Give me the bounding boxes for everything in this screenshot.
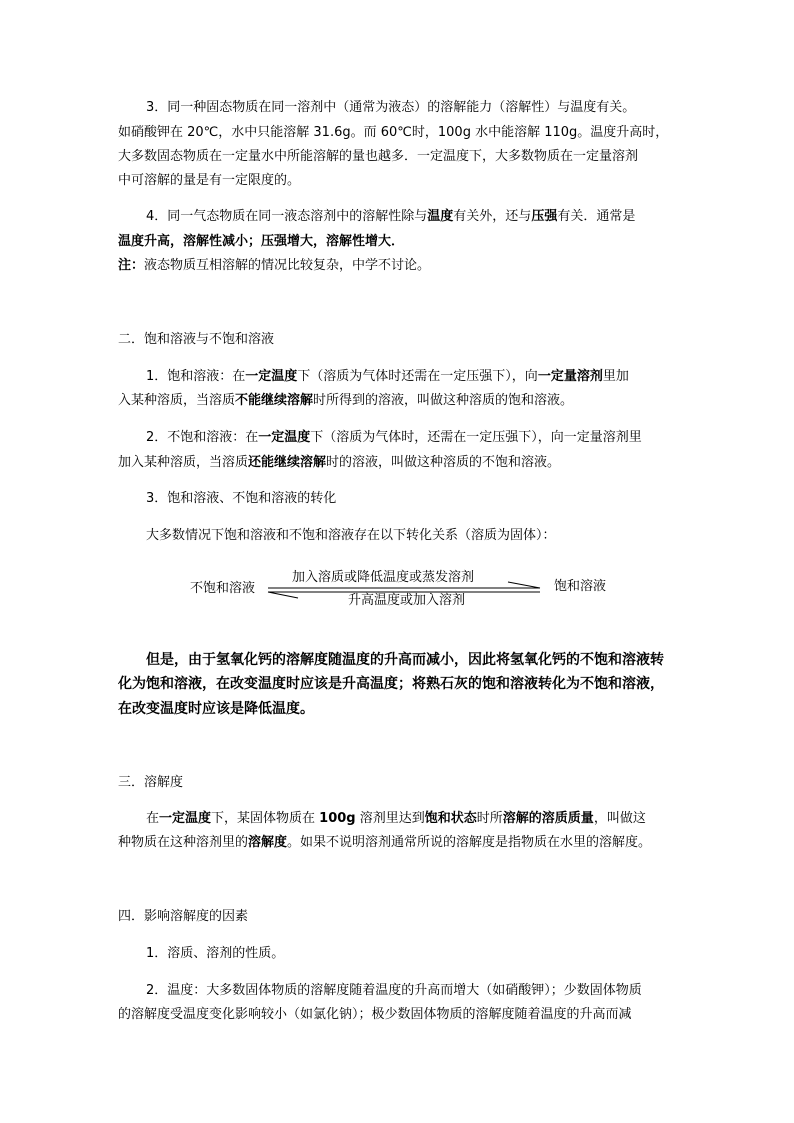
diagram-right-arrowhead (508, 582, 540, 588)
sec4-para-2-line-2: 的溶解度受温度变化影响较小（如氯化钠）；极少数固体物质的溶解度随着温度的升高而减 (118, 1007, 632, 1022)
para-3-line-4: 中可溶解的量是有一定限度的。 (118, 173, 301, 188)
section-4-title: 四．影响溶解度的因素 (118, 909, 249, 924)
sec3-line-1 (146, 810, 646, 828)
para-4-emph-pressure: 压强 (531, 209, 558, 224)
sec2-p1-text-a: 1．饱和溶液：在 (146, 369, 246, 384)
sec3-text-c: 下，某固体物质在 (211, 811, 320, 826)
note-text: 液态物质互相溶解的情况比较复杂，中学不讨论。 (144, 258, 431, 273)
sec3-emph-temp: 一定温度 (159, 811, 212, 826)
emph-line-1: 但是，由于氢氧化钙的溶解度随温度的升高而减小，因此将氢氧化钙的不饱和溶液转 (146, 652, 664, 668)
para-4-line-2: 温度升高，溶解性减小；压强增大，溶解性增大． (118, 234, 405, 249)
sec3-text-i: ，叫做这 (593, 811, 646, 826)
sec2-para-1-line-1 (146, 368, 629, 386)
diagram-right-label: 饱和溶液 (554, 579, 607, 594)
para-4-line-1 (146, 208, 635, 226)
diagram-bottom-label: 升高温度或加入溶剂 (348, 593, 466, 608)
sec3-text-e: 溶剂里达到 (355, 811, 425, 826)
sec2-p1-emph-cannot: 不能继续溶解 (235, 393, 314, 408)
diagram-left-label: 不饱和溶液 (190, 581, 256, 596)
sec2-p1-text-e: 里加 (602, 369, 629, 384)
sec4-para-1: 1．溶质、溶剂的性质。 (146, 946, 285, 961)
sec3-emph-saturated: 饱和状态 (424, 811, 477, 826)
sec2-p2-emph-can: 还能继续溶解 (248, 455, 327, 470)
sec3-emph-solubility: 溶解度 (248, 835, 288, 850)
sec2-p1-emph-solvent: 一定量溶剂 (537, 369, 603, 384)
sec2-para-2-line-1 (146, 429, 642, 447)
sec3-text-2c: 。如果不说明溶剂通常所说的溶解度是指物质在水里的溶解度。 (287, 835, 652, 850)
para-3-line-1: 3．同一种固态物质在同一溶剂中（通常为液态）的溶解能力（溶解性）与温度有关。 (146, 100, 636, 115)
sec2-p2-emph-temp: 一定温度 (258, 430, 311, 445)
sec4-para-2-line-1: 2．温度：大多数固体物质的溶解度随着温度的升高而增大（如硝酸钾）；少数固体物质 (146, 983, 642, 998)
conversion-diagram (190, 568, 620, 614)
diagram-arrows (190, 568, 620, 614)
para-4-text-c: 有关外，还与 (453, 209, 532, 224)
para-4-text-e: 有关．通常是 (557, 209, 636, 224)
note-label: 注： (118, 258, 145, 273)
sec2-p1-text-2a: 入某种溶质，当溶质 (118, 393, 236, 408)
note-line (118, 257, 430, 275)
sec3-emph-100g: 100g (319, 811, 356, 826)
sec3-text-g: 时所 (476, 811, 503, 826)
sec2-p2-text-2a: 加入某种溶质，当溶质 (118, 455, 249, 470)
sec2-p2-text-a: 2．不饱和溶液：在 (146, 430, 259, 445)
sec3-line-2 (118, 834, 651, 852)
sec2-p1-text-c: 下（溶质为气体时还需在一定压强下），向 (297, 369, 538, 384)
diagram-left-arrowhead (268, 592, 298, 598)
emph-line-2: 化为饱和溶液，在改变温度时应该是升高温度；将熟石灰的饱和溶液转化为不饱和溶液， (118, 676, 664, 692)
section-3-title: 三．溶解度 (118, 775, 184, 790)
sec2-para-3b: 大多数情况下饱和溶液和不饱和溶液存在以下转化关系（溶质为固体）： (146, 528, 556, 543)
sec2-p1-text-2c: 时所得到的溶液，叫做这种溶质的饱和溶液。 (313, 393, 574, 408)
sec3-emph-mass: 溶解的溶质质量 (502, 811, 594, 826)
para-4-text-a: 4．同一气态物质在同一液态溶剂中的溶解性除与 (146, 209, 428, 224)
sec2-p2-text-2c: 时的溶液，叫做这种溶质的不饱和溶液。 (326, 455, 561, 470)
sec2-p1-emph-temp: 一定温度 (245, 369, 298, 384)
sec2-para-3: 3．饱和溶液、不饱和溶液的转化 (146, 491, 337, 506)
diagram-top-label: 加入溶质或降低温度或蒸发溶剂 (292, 570, 475, 585)
para-3-line-2: 如硝酸钾在 20℃，水中只能溶解 31.6g。而 60℃时，100g 水中能溶解 110g。温度升高时， (118, 125, 669, 140)
sec3-text-a: 在 (146, 811, 160, 826)
sec3-text-2a: 种物质在这种溶剂里的 (118, 835, 249, 850)
sec2-para-2-line-2 (118, 454, 560, 472)
sec2-p2-text-c: 下（溶质为气体时，还需在一定压强下），向一定量溶剂里 (310, 430, 642, 445)
para-4-emph-temperature: 温度 (427, 209, 454, 224)
sec2-para-1-line-2 (118, 392, 573, 410)
para-3-line-3: 大多数固态物质在一定量水中所能溶解的量也越多．一定温度下，大多数物质在一定量溶剂 (118, 149, 639, 164)
emph-line-3: 在改变温度时应该是降低温度。 (118, 701, 314, 717)
section-2-title: 二．饱和溶液与不饱和溶液 (118, 332, 275, 347)
